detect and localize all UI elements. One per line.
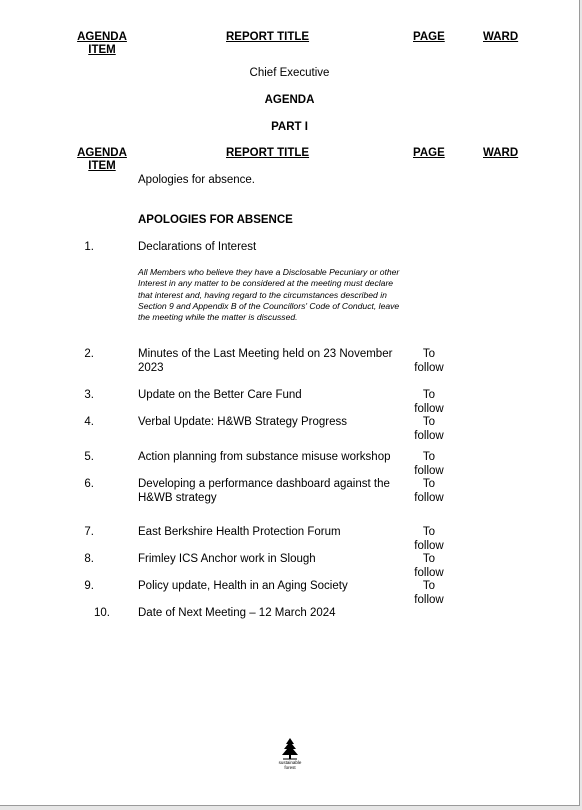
author: Chief Executive — [249, 67, 330, 79]
item-page: To follow — [414, 389, 444, 415]
item-page: To follow — [414, 348, 444, 374]
item-number: 5. — [84, 451, 94, 463]
header-page: PAGE — [413, 31, 445, 43]
item-title: Date of Next Meeting – 12 March 2024 — [138, 607, 336, 619]
apologies-text: Apologies for absence. — [138, 174, 255, 186]
logo-line2: forest — [284, 765, 296, 770]
item-number: 2. — [84, 348, 94, 360]
item-title: Declarations of Interest — [138, 241, 257, 253]
item-page: To follow — [414, 416, 444, 442]
header-page-2: PAGE — [413, 147, 445, 159]
item-number: 4. — [84, 416, 94, 428]
item-title: Verbal Update: H&WB Strategy Progress — [138, 416, 348, 428]
header-ward-2: WARD — [483, 147, 519, 159]
header-agenda-item: AGENDA ITEM — [77, 31, 127, 56]
logo-line1: sustainable — [278, 760, 302, 765]
item-number: 8. — [84, 553, 94, 565]
header-ward: WARD — [483, 31, 519, 43]
item-page: To follow — [414, 478, 444, 504]
item-number: 10. — [94, 607, 110, 619]
declaration-note: All Members who believe they have a Disclosable Pecuniary or other Interest in any matter to be considered at the meeting must declare that interest and, having regard to the circumstances described in Section 9 and Appendix B of the Councillors' Code of Conduct, leave the meeting while the matter is discussed. — [138, 267, 400, 323]
header-agenda-item-2: AGENDA ITEM — [77, 147, 127, 172]
item-title: East Berkshire Health Protection Forum — [138, 526, 341, 538]
item-page: To follow — [414, 553, 444, 579]
item-title: Policy update, Health in an Aging Society — [138, 580, 348, 592]
item-title: Update on the Better Care Fund — [138, 389, 302, 401]
item-page: To follow — [414, 580, 444, 606]
header-report-title: REPORT TITLE — [226, 31, 310, 43]
apologies-heading: APOLOGIES FOR ABSENCE — [138, 214, 293, 226]
item-number: 6. — [84, 478, 94, 490]
item-page: To follow — [414, 526, 444, 552]
item-page: To follow — [414, 451, 444, 477]
tree-icon — [280, 738, 300, 760]
item-title: Frimley ICS Anchor work in Slough — [138, 553, 316, 565]
item-number: 7. — [84, 526, 94, 538]
item-title: Action planning from substance misuse workshop — [138, 451, 391, 463]
sustainable-forest-logo — [270, 738, 310, 770]
item-number: 1. — [84, 241, 94, 253]
part-label: PART I — [271, 121, 308, 133]
header-report-title-2: REPORT TITLE — [226, 147, 310, 159]
item-title: Developing a performance dashboard against the H&WB strategy — [138, 478, 390, 504]
item-number: 3. — [84, 389, 94, 401]
item-title: Minutes of the Last Meeting held on 23 November 2023 — [138, 348, 393, 374]
item-number: 9. — [84, 580, 94, 592]
agenda-label: AGENDA — [264, 94, 315, 106]
